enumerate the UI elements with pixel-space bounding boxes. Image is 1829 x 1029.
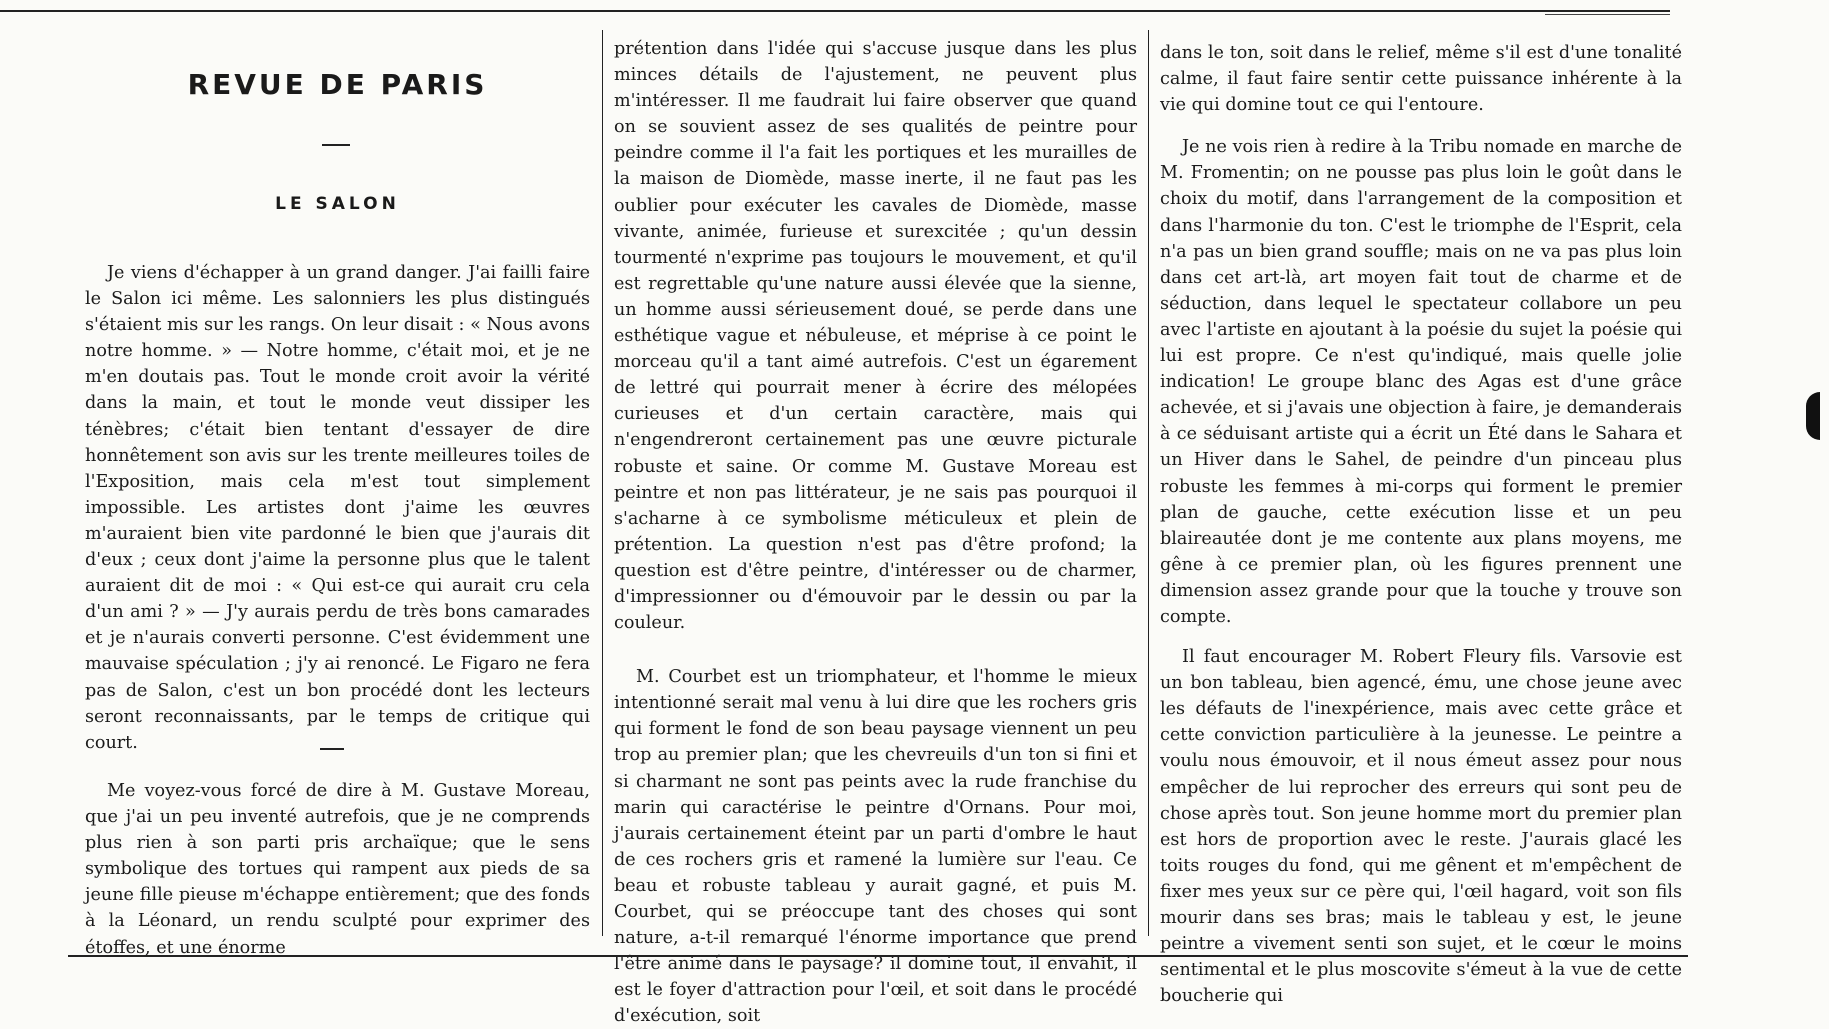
margin-mark xyxy=(1806,392,1820,440)
column-2 xyxy=(614,36,1137,1029)
paragraph-intro: Je viens d'échapper à un grand danger. J'ai failli faire le Salon ici même. Les salonniers les plus distingués s'étaient mis sur les rangs. On leur disait : « Nous avons notre homme. » — Notre homme, c'était moi, et je ne m'en doutais pas. Tout le monde croit avoir la vérité dans la main, et tout le monde veut dissiper les ténèbres; c'était bien tentant d'essayer de dire honnêtement son avis sur les trente meilleures toiles de l'Exposition, mais cela m'est tout simplement impossible. Les artistes dont j'aime les œuvres m'auraient bien vite pardonné le bien que j'aurais dit d'eux ; ceux dont j'aime la personne plus que le talent auraient dit de moi : « Qui est-ce qui aurait cru cela d'un ami ? » — J'y aurais perdu de très bons camarades et je n'aurais converti personne. C'est évidemment une mauvaise spéculation ; j'y ai renoncé. Le Figaro ne fera pas de Salon, c'est un bon procédé dont les lecteurs seront reconnaissants, par le temps de critique qui court. xyxy=(85,263,590,753)
section-title: LE SALON xyxy=(275,194,400,214)
paragraph-moreau: Me voyez-vous forcé de dire à M. Gustave Moreau, que j'ai un peu inventé autrefois, que je ne comprends plus rien à son parti pris archaïque; que le sens symbolique des tortues qui rampent aux pieds de sa jeune fille pieuse m'échappe entièrement; que des fonds à la Léonard, un rendu sculpté pour exprimer des étoffes, et une énorme xyxy=(85,781,590,958)
masthead: REVUE DE PARIS xyxy=(187,68,488,101)
paragraph-courbet: M. Courbet est un triomphateur, et l'homme le mieux intentionné serait mal venu à lui dire que les rochers gris qui forment le fond de son beau paysage viennent un peu trop au premier plan; que les chevreuils d'un ton si fini et si charmant ne sont pas peints avec la rude franchise du marin qui caractérise le peintre d'Ornans. Pour moi, j'aurais certainement éteint par un parti d'ombre le haut de ces rochers gris et ramené la lumière sur l'eau. Ce beau et robuste tableau y aurait gagné, et puis M. Courbet, qui se préoccupe tant des choses qui sont nature, a-t-il remarqué l'énorme importance que prend l'être animé dans le paysage? il domine tout, il envahit, il est le foyer d'attraction pour l'œil, et soit dans le procédé d'exécution, soit xyxy=(614,667,1137,1027)
section-dash xyxy=(320,748,344,750)
paragraph-courbet-continued: dans le ton, soit dans le relief, même s'il est d'une tonalité calme, il faut faire sentir cette puissance inhérente à la vie qui domine tout ce qui l'entoure. xyxy=(1160,43,1682,116)
title-dash xyxy=(322,144,350,146)
top-rule xyxy=(0,10,1670,12)
column-1 xyxy=(85,260,590,756)
column-1-lower xyxy=(85,778,590,961)
column-divider-1 xyxy=(602,30,603,936)
paragraph-fleury: Il faut encourager M. Robert Fleury fils. Varsovie est un bon tableau, bien agencé, ému, une chose jeune avec les défauts de l'inexpérience, mais avec cette grâce et cette conviction particulière à la jeunesse. Le peintre a voulu nous émouvoir, et il nous émeut assez pour nous empêcher de lui reprocher des erreurs qui sont peu de chose après tout. Son jeune homme mort du premier plan est hors de proportion avec le reste. J'aurais glacé les toits rouges du fond, qui me gênent et m'empêchent de fixer mes yeux sur ce père qui, l'œil hagard, voit son fils mourir dans ses bras; mais le tableau y est, le jeune peintre a vivement senti son sujet, et le cœur le moins sentimental et le plus moscovite s'émeut à la vue de cette boucherie qui xyxy=(1160,647,1682,1007)
bottom-rule xyxy=(68,955,1688,957)
paragraph-fromentin: Je ne vois rien à redire à la Tribu nomade en marche de M. Fromentin; on ne pousse pas plus loin le goût dans le choix du motif, dans l'arrangement de la composition et dans l'harmonie du ton. C'est le triomphe de l'Esprit, cela n'a pas un bien grand souffle; mais on ne va pas plus loin dans cet art-là, art moyen fait tout de charme et de séduction, dans lequel le spectateur collabore un peu avec l'artiste en ajoutant à la poésie du sujet la poésie qui lui est propre. Ce n'est qu'indiqué, mais quelle jolie indication! Le groupe blanc des Agas est d'une grâce achevée, et si j'avais une objection à faire, je demanderais à ce séduisant artiste qui a écrit un Été dans le Sahara et un Hiver dans le Sahel, de peindre d'un pinceau plus robuste les femmes à mi-corps qui forment le premier plan de gauche, cette exécution lisse et un peu blaireautée dont je me contente aux plans moyens, me gêne à ce premier plan, où les figures prennent une dimension assez grande pour que la touche y trouve son compte. xyxy=(1160,137,1682,627)
column-divider-2 xyxy=(1148,30,1149,936)
top-rule-fragment xyxy=(1545,14,1670,15)
column-3 xyxy=(1160,40,1682,1009)
paragraph-moreau-continued: prétention dans l'idée qui s'accuse jusque dans les plus minces détails de l'ajustement, ne peuvent plus m'intéresser. Il me faudrait lui faire observer que quand on se souvient assez de ses qualités de peintre pour peindre comme il l'a fait les portiques et les murailles de la maison de Diomède, masse inerte, il ne faut pas les oublier pour exécuter les cavales de Diomède, masse vivante, animée, furieuse et surexcitée ; qu'un dessin tourmenté n'exprime pas toujours le mouvement, et qu'il est regrettable qu'une nature aussi élevée que la sienne, un homme aussi sérieusement doué, se perde dans une esthétique vague et nébuleuse, et méprise à ce point le morceau qu'il a tant aimé autrefois. C'est un égarement de lettré qui pourrait mener à écrire des mélopées curieuses et d'un certain caractère, mais qui n'engendreront certainement pas une œuvre picturale robuste et saine. Or comme M. Gustave Moreau est peintre et non pas littérateur, je ne sais pas pourquoi il s'acharne à ce symbolisme méticuleux et plein de prétention. La question n'est pas d'être profond; la question est d'être peintre, d'intéresser ou de charmer, d'impressionner ou d'émouvoir par le dessin ou par la couleur. xyxy=(614,39,1137,634)
